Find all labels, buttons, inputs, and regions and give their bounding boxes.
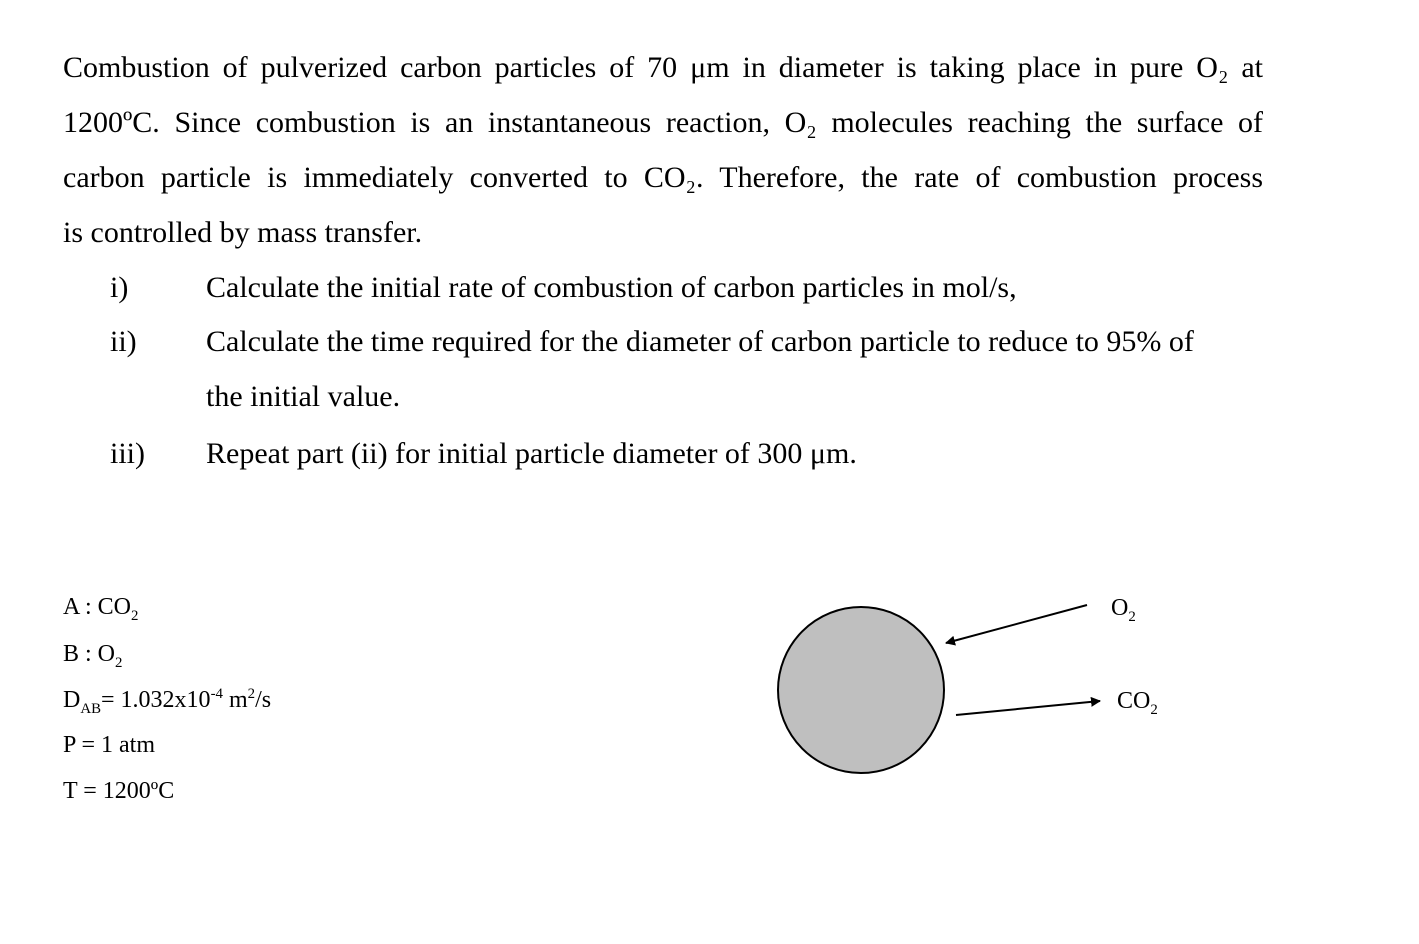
o2-label: $O_2$ <box>1111 595 1136 625</box>
question-number: i) <box>110 271 129 304</box>
question-text: the initial value. <box>206 380 401 413</box>
o2-arrow <box>946 605 1087 643</box>
given-b: B : $O_2$ <box>63 641 123 671</box>
given-pressure: P = 1 atm <box>63 732 155 758</box>
problem-line: 1200ºC. Since combustion is an instantaneous reaction, O₂ molecules reaching the surface of <box>63 106 1263 139</box>
problem-line: carbon particle is immediately converted to CO₂. Therefore, the rate of combustion process <box>63 161 1263 194</box>
given-diffusivity: $D_{AB}= 1.032x10^{-4}$ $m^2/s$ <box>63 686 272 717</box>
question-text: Calculate the time required for the diameter of carbon particle to reduce to 95% of <box>206 325 1194 358</box>
co2-label: $CO_2$ <box>1117 688 1158 718</box>
given-a: A : $CO_2$ <box>63 594 139 624</box>
problem-line: Combustion of pulverized carbon particles of 70 μm in diameter is taking place in pure O₂ at <box>63 51 1263 84</box>
question-number: ii) <box>110 325 137 358</box>
question-text: Calculate the initial rate of combustion of carbon particles in mol/s, <box>206 271 1017 304</box>
question-text: Repeat part (ii) for initial particle diameter of 300 μm. <box>206 437 857 470</box>
given-temperature: T = 1200ºC <box>63 778 175 804</box>
carbon-particle <box>778 607 944 773</box>
question-number: iii) <box>110 437 145 470</box>
co2-arrow <box>956 701 1100 715</box>
problem-line: is controlled by mass transfer. <box>63 216 423 249</box>
